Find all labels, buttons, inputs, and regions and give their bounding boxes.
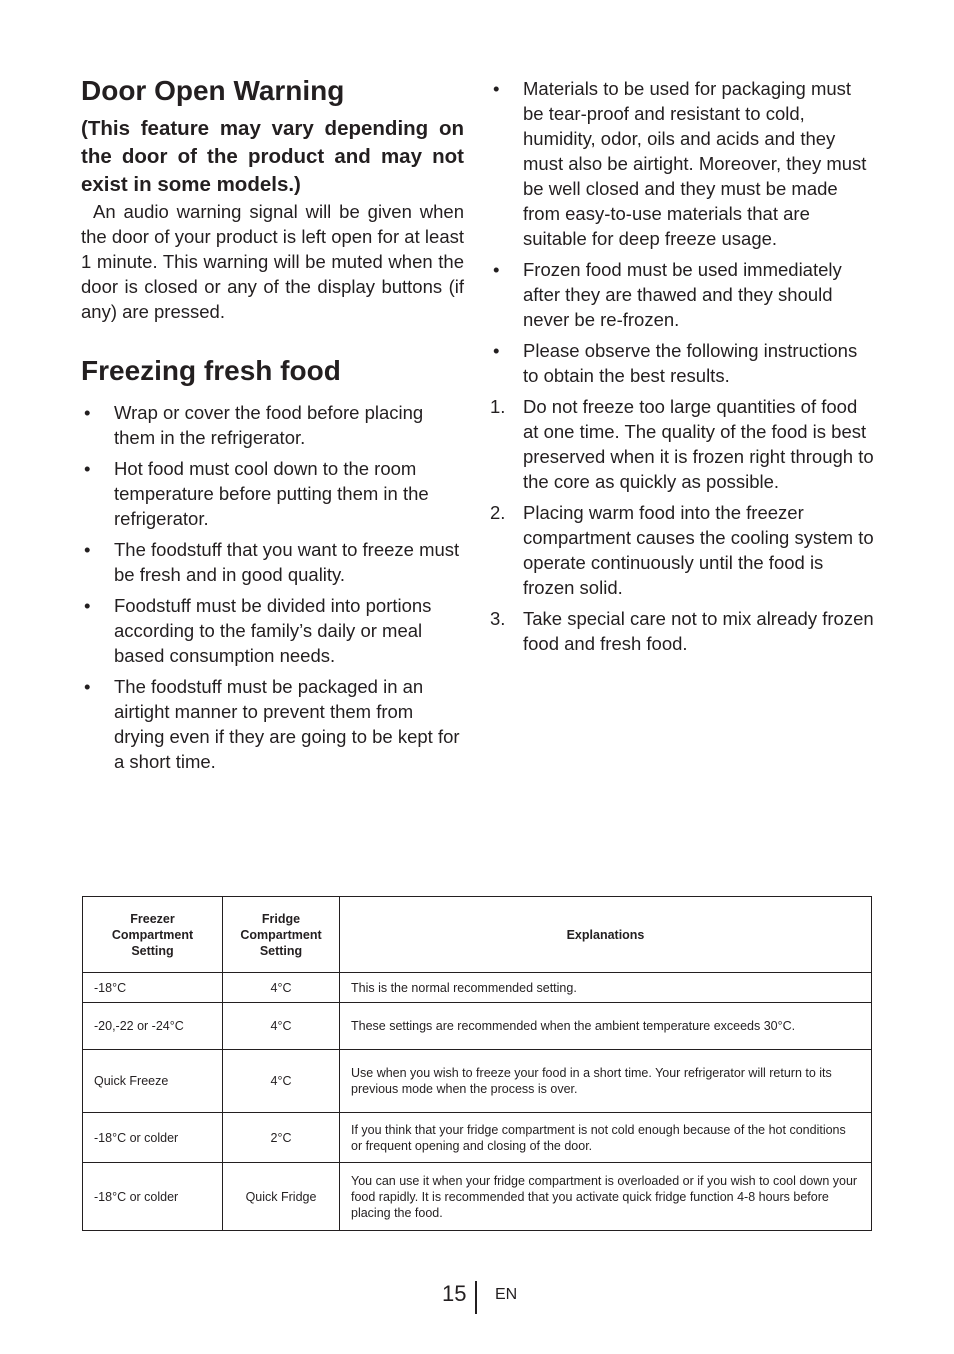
settings-table <box>82 896 872 1231</box>
list-item: • The foodstuff must be packaged in an airtight manner to prevent them from drying even if they are going to be kept for a short time. <box>84 676 460 772</box>
left-column <box>81 72 464 780</box>
bullet-icon: • <box>493 259 500 280</box>
right-column <box>490 76 875 662</box>
language-code: EN <box>495 1286 518 1303</box>
page-footer <box>442 1281 542 1315</box>
page-number: 15 <box>442 1281 467 1306</box>
freezing-bullet-list-left <box>81 400 464 774</box>
footer-divider <box>475 1281 477 1314</box>
table-header-row <box>83 897 872 973</box>
freezing-steps-list <box>490 394 875 656</box>
list-item: • Frozen food must be used immediately after they are thawed and they should never be re-frozen. <box>493 259 842 330</box>
freezing-fresh-food-heading: Freezing fresh food <box>81 355 341 386</box>
bullet-icon: • <box>84 676 91 697</box>
door-open-warning-heading: Door Open Warning <box>81 75 345 106</box>
freezing-bullet-list-right <box>490 76 875 388</box>
table-row: -18°C or colder Quick Fridge You can use it when your fridge compartment is overloaded or if you wish to cool down your food rapidly. It is recommended that you activate quick fridge function 4-8 hours before placing the food. <box>83 1163 872 1231</box>
step-item: 3. Take special care not to mix already frozen food and fresh food. <box>490 608 874 654</box>
door-warning-paragraph: An audio warning signal will be given when the door of your product is left open for at least 1 minute. This warning will be muted when the door is closed or any of the display buttons (if any) are pressed. <box>81 201 464 322</box>
header-freezer-setting: Freezer Compartment Setting <box>83 897 223 973</box>
feature-note: (This feature may vary depending on the door of the product and may not exist in some models.) <box>81 117 464 196</box>
list-item: • The foodstuff that you want to freeze must be fresh and in good quality. <box>84 539 460 585</box>
table-row: -18°C 4°C This is the normal recommended setting. <box>83 973 872 1003</box>
list-item: • Please observe the following instructions to obtain the best results. <box>493 340 858 386</box>
list-item: • Materials to be used for packaging must be tear-proof and resistant to cold, humidity, odor, oils and acids and they must also be airtight. Moreover, they must be well closed and they must be made from easy-to-use materials that are suitable for deep freeze usage. <box>493 78 867 249</box>
header-fridge-setting: Fridge Compartment Setting <box>223 897 340 973</box>
list-item: • Foodstuff must be divided into portions according to the family’s daily or meal based consumption needs. <box>84 595 432 666</box>
table-row: -20,-22 or -24°C 4°C These settings are recommended when the ambient temperature exceeds 30°C. <box>83 1003 872 1050</box>
bullet-icon: • <box>493 340 500 361</box>
bullet-icon: • <box>84 402 91 423</box>
bullet-icon: • <box>84 595 91 616</box>
bullet-icon: • <box>84 539 91 560</box>
list-item: • Wrap or cover the food before placing them in the refrigerator. <box>84 402 424 448</box>
header-explanations: Explanations <box>340 897 872 973</box>
bullet-icon: • <box>493 78 500 99</box>
bullet-icon: • <box>84 458 91 479</box>
step-item: 1. Do not freeze too large quantities of food at one time. The quality of the food is best preserved when it is frozen right through to the core as quickly as possible. <box>490 396 874 492</box>
table-row: Quick Freeze 4°C Use when you wish to freeze your food in a short time. Your refrigerator will return to its previous mode when the process is over. <box>83 1050 872 1113</box>
list-item: • Hot food must cool down to the room temperature before putting them in the refrigerator. <box>84 458 429 529</box>
table-row: -18°C or colder 2°C If you think that your fridge compartment is not cold enough because of the hot conditions or frequent opening and closing of the door. <box>83 1113 872 1163</box>
step-item: 2. Placing warm food into the freezer compartment causes the cooling system to operate continuously until the food is frozen solid. <box>490 502 874 598</box>
